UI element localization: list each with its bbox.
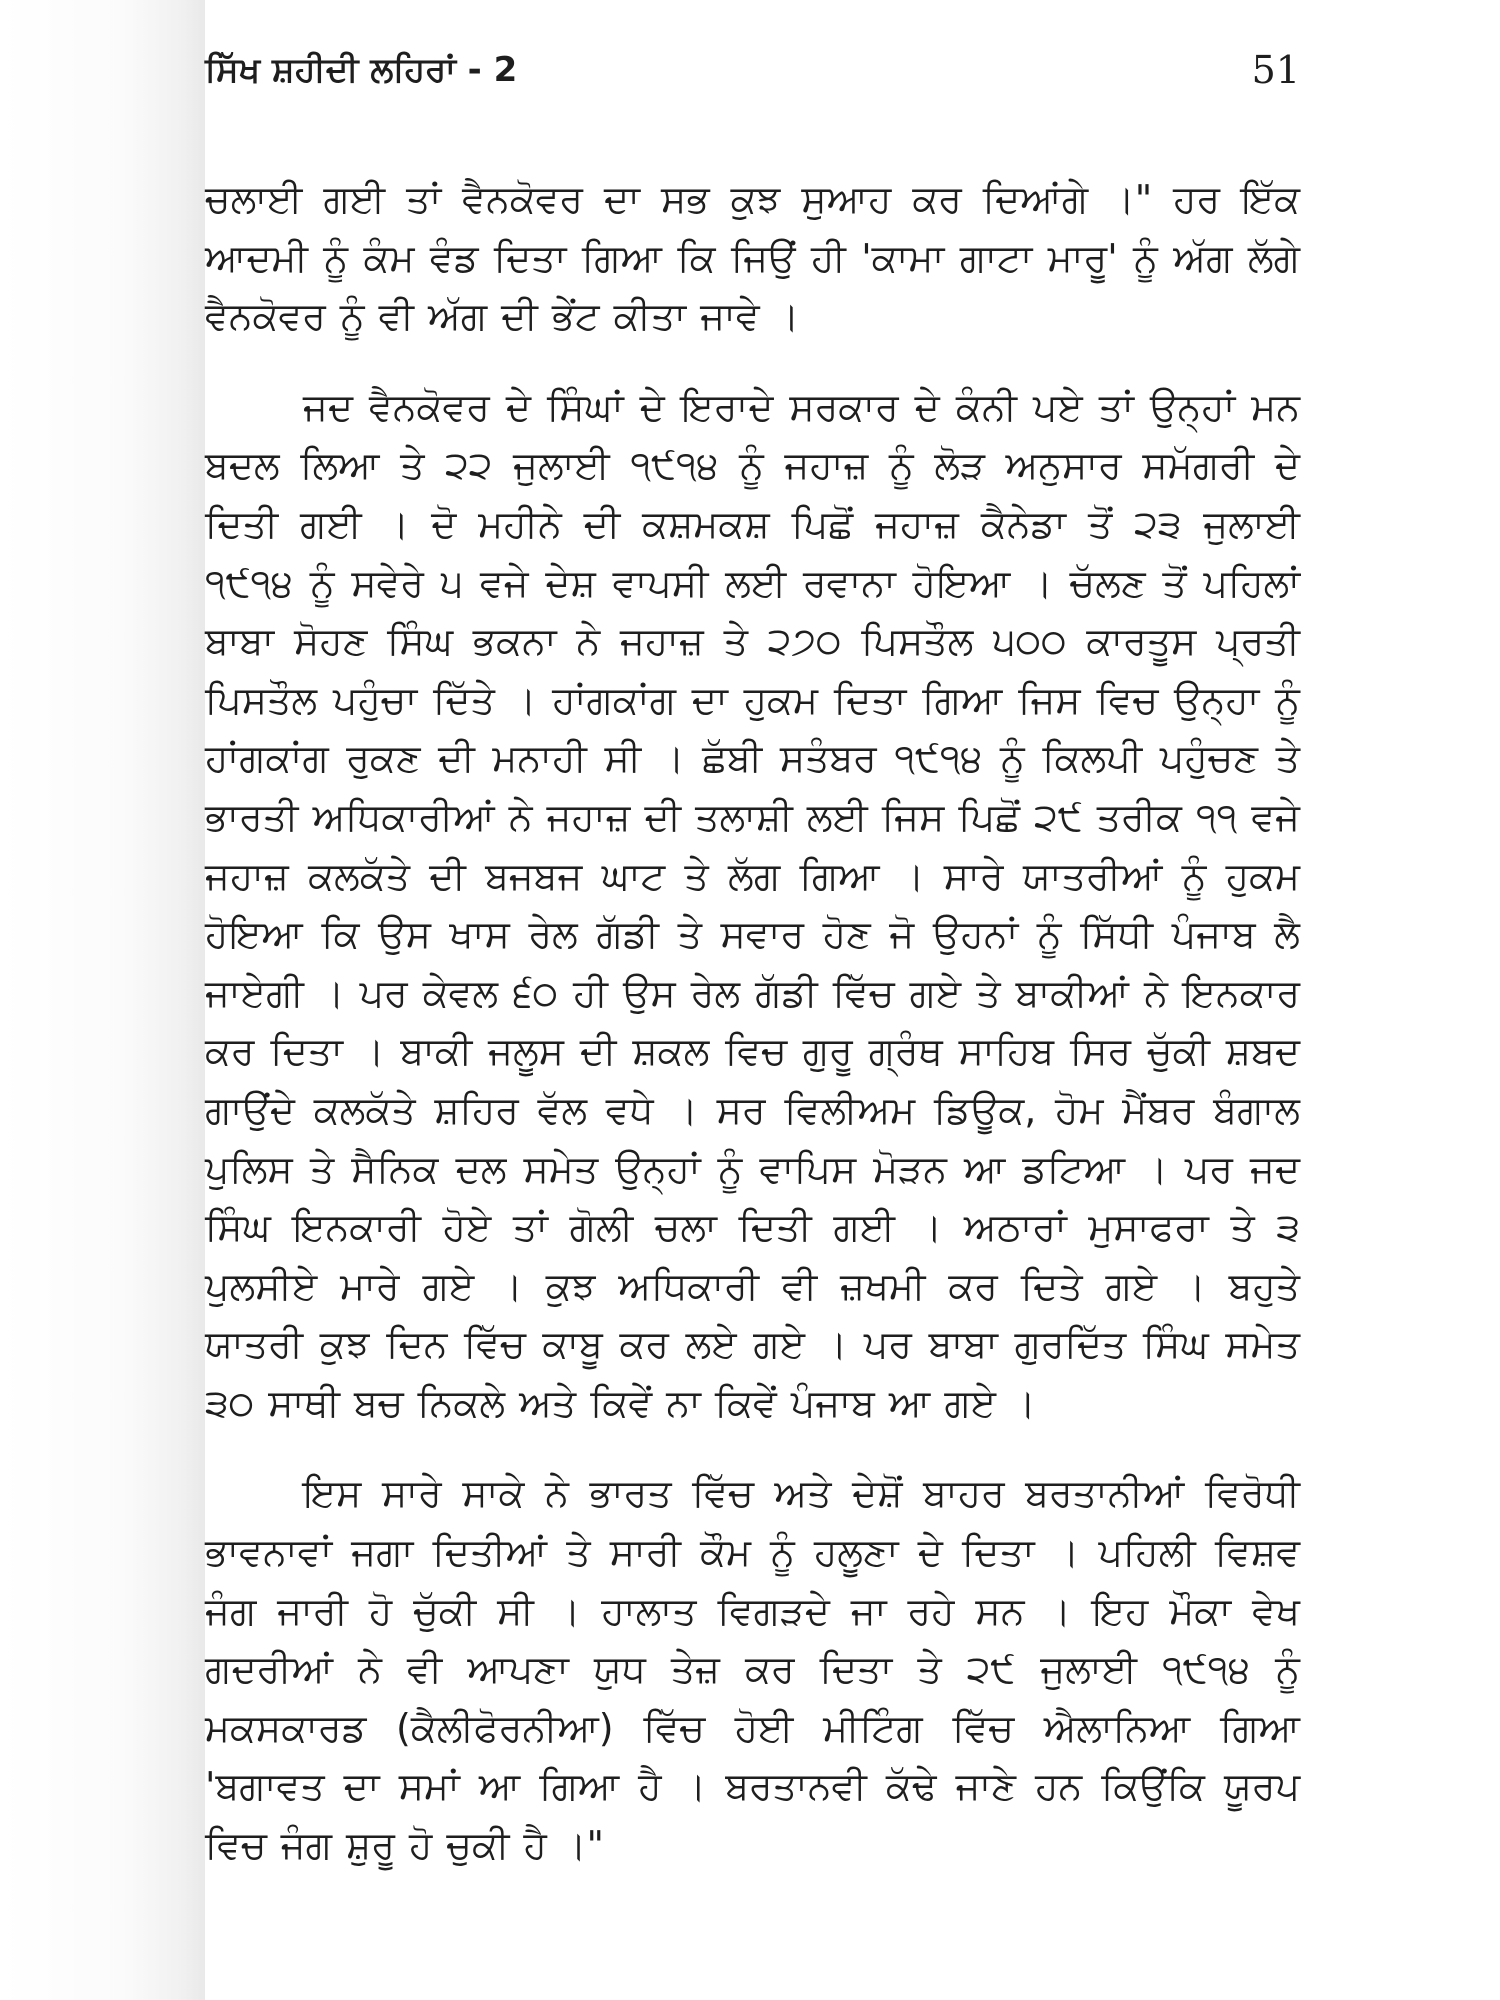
book-title: ਸਿੱਖ ਸ਼ਹੀਦੀ ਲਹਿਰਾਂ - 2 [205, 50, 518, 90]
paragraph-3: ਇਸ ਸਾਰੇ ਸਾਕੇ ਨੇ ਭਾਰਤ ਵਿੱਚ ਅਤੇ ਦੇਸ਼ੋਂ ਬਾਹਰ ਬਰਤਾਨੀਆਂ ਵਿਰੋਧੀ ਭਾਵਨਾਵਾਂ ਜਗਾ ਦਿਤੀਆਂ ਤੇ ਸਾਰੀ ਕੌਮ ਨੂੰ ਹਲੂਣਾ ਦੇ ਦਿਤਾ । ਪਹਿਲੀ ਵਿਸ਼ਵ ਜੰਗ ਜਾਰੀ ਹੋ ਚੁੱਕੀ ਸੀ । ਹਾਲਾਤ ਵਿਗੜਦੇ ਜਾ ਰਹੇ ਸਨ । ਇਹ ਮੌਕਾ ਵੇਖ ਗਦਰੀਆਂ ਨੇ ਵੀ ਆਪਣਾ ਯੁਧ ਤੇਜ਼ ਕਰ ਦਿਤਾ ਤੇ ੨੯ ਜੁਲਾਈ ੧੯੧੪ ਨੂੰ ਮਕਸਕਾਰਡ (ਕੈਲੀਫੋਰਨੀਆ) ਵਿੱਚ ਹੋਈ ਮੀਟਿੰਗ ਵਿੱਚ ਐਲਾਨਿਆ ਗਿਆ 'ਬਗਾਵਤ ਦਾ ਸਮਾਂ ਆ ਗਿਆ ਹੈ । ਬਰਤਾਨਵੀ ਕੱਢੇ ਜਾਣੇ ਹਨ ਕਿਉਂਕਿ ਯੂਰਪ ਵਿਚ ਜੰਗ ਸ਼ੁਰੂ ਹੋ ਚੁਕੀ ਹੈ ।" [205, 1471, 1300, 1868]
paragraph-1: ਚਲਾਈ ਗਈ ਤਾਂ ਵੈਨਕੋਵਰ ਦਾ ਸਭ ਕੁਝ ਸੁਆਹ ਕਰ ਦਿਆਂਗੇ ।" ਹਰ ਇੱਕ ਆਦਮੀ ਨੂੰ ਕੰਮ ਵੰਡ ਦਿਤਾ ਗਿਆ ਕਿ ਜਿਉਂ ਹੀ 'ਕਾਮਾ ਗਾਟਾ ਮਾਰੂ' ਨੂੰ ਅੱਗ ਲੱਗੇ ਵੈਨਕੋਵਰ ਨੂੰ ਵੀ ਅੱਗ ਦੀ ਭੇਂਟ ਕੀਤਾ ਜਾਵੇ । [205, 177, 1300, 339]
page-content [205, 40, 1300, 1960]
paragraph-2: ਜਦ ਵੈਨਕੋਵਰ ਦੇ ਸਿੰਘਾਂ ਦੇ ਇਰਾਦੇ ਸਰਕਾਰ ਦੇ ਕੰਨੀ ਪਏ ਤਾਂ ਉਨ੍ਹਾਂ ਮਨ ਬਦਲ ਲਿਆ ਤੇ ੨੨ ਜੁਲਾਈ ੧੯੧੪ ਨੂੰ ਜਹਾਜ਼ ਨੂੰ ਲੋੜ ਅਨੁਸਾਰ ਸਮੱਗਰੀ ਦੇ ਦਿਤੀ ਗਈ । ਦੋ ਮਹੀਨੇ ਦੀ ਕਸ਼ਮਕਸ਼ ਪਿਛੋਂ ਜਹਾਜ਼ ਕੈਨੇਡਾ ਤੋਂ ੨੩ ਜੁਲਾਈ ੧੯੧੪ ਨੂੰ ਸਵੇਰੇ ੫ ਵਜੇ ਦੇਸ਼ ਵਾਪਸੀ ਲਈ ਰਵਾਨਾ ਹੋਇਆ । ਚੱਲਣ ਤੋਂ ਪਹਿਲਾਂ ਬਾਬਾ ਸੋਹਣ ਸਿੰਘ ਭਕਨਾ ਨੇ ਜਹਾਜ਼ ਤੇ ੨੭੦ ਪਿਸਤੌਲ ੫੦੦ ਕਾਰਤੂਸ ਪ੍ਰਤੀ ਪਿਸਤੌਲ ਪਹੁੰਚਾ ਦਿੱਤੇ । ਹਾਂਗਕਾਂਗ ਦਾ ਹੁਕਮ ਦਿਤਾ ਗਿਆ ਜਿਸ ਵਿਚ ਉਨ੍ਹਾ ਨੂੰ ਹਾਂਗਕਾਂਗ ਰੁਕਣ ਦੀ ਮਨਾਹੀ ਸੀ । ਛੱਬੀ ਸਤੰਬਰ ੧੯੧੪ ਨੂੰ ਕਿਲਪੀ ਪਹੁੰਚਣ ਤੇ ਭਾਰਤੀ ਅਧਿਕਾਰੀਆਂ ਨੇ ਜਹਾਜ਼ ਦੀ ਤਲਾਸ਼ੀ ਲਈ ਜਿਸ ਪਿਛੋਂ ੨੯ ਤਰੀਕ ੧੧ ਵਜੇ ਜਹਾਜ਼ ਕਲਕੱਤੇ ਦੀ ਬਜਬਜ ਘਾਟ ਤੇ ਲੱਗ ਗਿਆ । ਸਾਰੇ ਯਾਤਰੀਆਂ ਨੂੰ ਹੁਕਮ ਹੋਇਆ ਕਿ ਉਸ ਖਾਸ ਰੇਲ ਗੱਡੀ ਤੇ ਸਵਾਰ ਹੋਣ ਜੋ ਉਹਨਾਂ ਨੂੰ ਸਿੱਧੀ ਪੰਜਾਬ ਲੈ ਜਾਏਗੀ । ਪਰ ਕੇਵਲ ੬੦ ਹੀ ਉਸ ਰੇਲ ਗੱਡੀ ਵਿੱਚ ਗਏ ਤੇ ਬਾਕੀਆਂ ਨੇ ਇਨਕਾਰ ਕਰ ਦਿਤਾ । ਬਾਕੀ ਜਲੂਸ ਦੀ ਸ਼ਕਲ ਵਿਚ ਗੁਰੂ ਗ੍ਰੰਥ ਸਾਹਿਬ ਸਿਰ ਚੁੱਕੀ ਸ਼ਬਦ ਗਾਉਂਦੇ ਕਲਕੱਤੇ ਸ਼ਹਿਰ ਵੱਲ ਵਧੇ । ਸਰ ਵਿਲੀਅਮ ਡਿਊਕ, ਹੋਮ ਮੈਂਬਰ ਬੰਗਾਲ ਪੁਲਿਸ ਤੇ ਸੈਨਿਕ ਦਲ ਸਮੇਤ ਉਨ੍ਹਾਂ ਨੂੰ ਵਾਪਿਸ ਮੋੜਨ ਆ ਡਟਿਆ । ਪਰ ਜਦ ਸਿੰਘ ਇਨਕਾਰੀ ਹੋਏ ਤਾਂ ਗੋਲੀ ਚਲਾ ਦਿਤੀ ਗਈ । ਅਠਾਰਾਂ ਮੁਸਾਫਰਾ ਤੇ ੩ ਪੁਲਸੀਏ ਮਾਰੇ ਗਏ । ਕੁਝ ਅਧਿਕਾਰੀ ਵੀ ਜ਼ਖਮੀ ਕਰ ਦਿਤੇ ਗਏ । ਬਹੁਤੇ ਯਾਤਰੀ ਕੁਝ ਦਿਨ ਵਿੱਚ ਕਾਬੂ ਕਰ ਲਏ ਗਏ । ਪਰ ਬਾਬਾ ਗੁਰਦਿੱਤ ਸਿੰਘ ਸਮੇਤ ੩੦ ਸਾਥੀ ਬਚ ਨਿਕਲੇ ਅਤੇ ਕਿਵੇਂ ਨਾ ਕਿਵੇਂ ਪੰਜਾਬ ਆ ਗਏ । [205, 384, 1300, 1425]
page-gutter-shadow [0, 0, 205, 2000]
running-header [205, 40, 1300, 110]
page-number: 51 [1251, 48, 1300, 92]
